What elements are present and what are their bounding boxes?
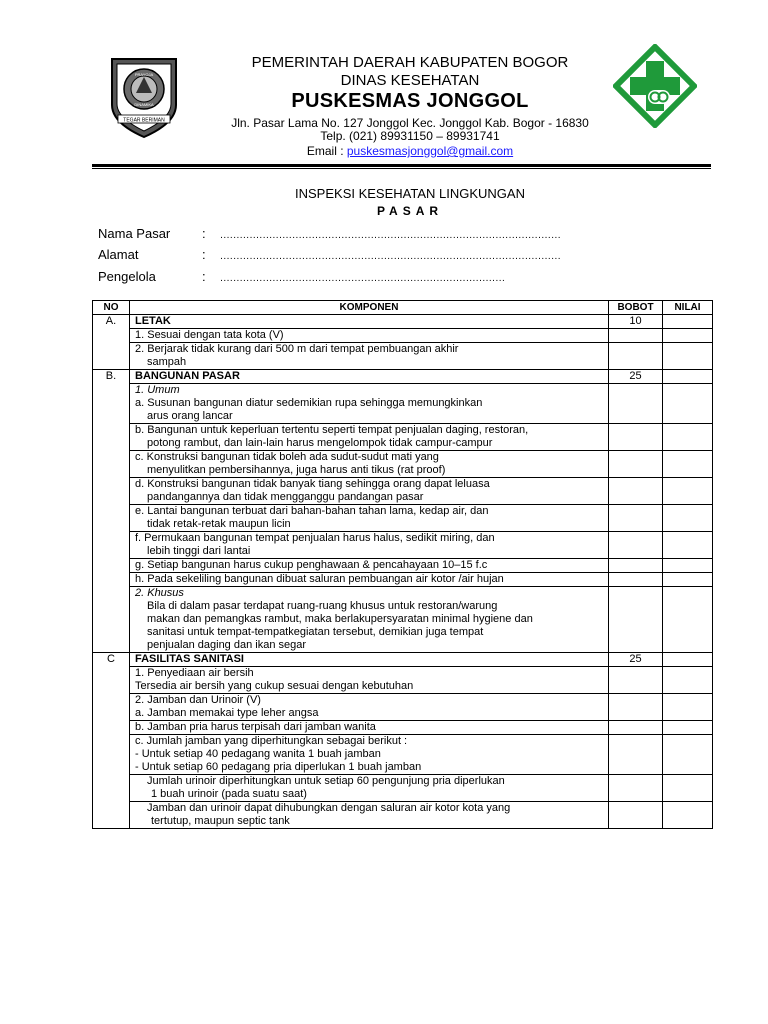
kabupaten-bogor-logo	[104, 53, 184, 139]
item-text: 1. Umum a. Susunan bangunan diatur sedemikian rupa sehingga memungkinkan arus orang lancar	[130, 384, 609, 424]
table-row	[93, 559, 713, 573]
item-text: 1. Sesuai dengan tata kota (V)	[130, 329, 609, 343]
item-text: f. Permukaan bangunan tempat penjualan harus halus, sedikit miring, dan lebih tinggi dari lantai	[130, 532, 609, 559]
logo-motto: TEGAR BERIMAN	[123, 117, 165, 124]
header-bobot: BOBOT	[609, 301, 663, 315]
nilai-cell[interactable]	[663, 694, 713, 721]
header-no: NO	[93, 301, 130, 315]
table-row	[93, 587, 713, 653]
section-row-a	[93, 315, 713, 329]
item-text: c. Jumlah jamban yang diperhitungkan sebagai berikut : - Untuk setiap 40 pedagang wanita 1 buah jamban - Untuk setiap 60 pedagang pria diperlukan 1 buah jamban	[130, 735, 609, 775]
section-title: BANGUNAN PASAR	[130, 370, 609, 384]
inspection-table	[92, 300, 713, 829]
bobot-cell[interactable]	[609, 667, 663, 694]
bobot-cell[interactable]	[609, 559, 663, 573]
nilai-cell[interactable]	[663, 424, 713, 451]
section-no: A.	[93, 315, 130, 370]
table-row	[93, 343, 713, 370]
item-text: e. Lantai bangunan terbuat dari bahan-bahan tahan lama, kedap air, dan tidak retak-retak maupun licin	[130, 505, 609, 532]
table-row	[93, 478, 713, 505]
table-row	[93, 721, 713, 735]
nilai-cell[interactable]	[663, 667, 713, 694]
section-bobot: 10	[609, 315, 663, 329]
nilai-cell[interactable]	[663, 370, 713, 384]
table-row	[93, 424, 713, 451]
field-fill-line[interactable]: .......................................................................................	[220, 273, 506, 284]
section-no: B.	[93, 370, 130, 653]
section-title: LETAK	[130, 315, 609, 329]
item-text: g. Setiap bangunan harus cukup penghawaan & pencahayaan 10–15 f.c	[130, 559, 609, 573]
table-row	[93, 451, 713, 478]
header-komponen: KOMPONEN	[130, 301, 609, 315]
nilai-cell[interactable]	[663, 532, 713, 559]
item-text: b. Bangunan untuk keperluan tertentu seperti tempat penjualan daging, restoran, potong rambut, dan lain-lain harus mengelompok tidak campur-campur	[130, 424, 609, 451]
field-label: Alamat	[98, 247, 139, 262]
header-email	[190, 144, 630, 158]
header-nilai: NILAI	[663, 301, 713, 315]
field-alamat	[98, 247, 561, 262]
section-bobot: 25	[609, 653, 663, 667]
item-text: 2. Jamban dan Urinoir (V) a. Jamban memakai type leher angsa	[130, 694, 609, 721]
nilai-cell[interactable]	[663, 384, 713, 424]
table-header-row	[93, 301, 713, 315]
field-fill-line[interactable]: ........................................................................................................	[220, 251, 562, 262]
item-text: b. Jamban pria harus terpisah dari jamban wanita	[130, 721, 609, 735]
item-text: c. Konstruksi bangunan tidak boleh ada sudut-sudut mati yang menyulitkan pembersihannya, juga harus anti tikus (rat proof)	[130, 451, 609, 478]
form-subtitle: PASAR	[376, 204, 444, 218]
table-row	[93, 384, 713, 424]
nilai-cell[interactable]	[663, 653, 713, 667]
item-text: d. Konstruksi bangunan tidak banyak tiang sehingga orang dapat leluasa pandangannya dan tidak mengganggu pandangan pasar	[130, 478, 609, 505]
nilai-cell[interactable]	[663, 735, 713, 775]
logo-text-top: PRAYOJA	[134, 72, 154, 77]
table-row	[93, 329, 713, 343]
form-title: INSPEKSI KESEHATAN LINGKUNGAN	[295, 186, 525, 201]
nilai-cell[interactable]	[663, 573, 713, 587]
field-colon: :	[202, 226, 206, 241]
bobot-cell[interactable]	[609, 451, 663, 478]
bobot-cell[interactable]	[609, 573, 663, 587]
nilai-cell[interactable]	[663, 802, 713, 829]
item-text: 2. Berjarak tidak kurang dari 500 m dari tempat pembuangan akhir sampah	[130, 343, 609, 370]
section-row-c	[93, 653, 713, 667]
field-colon: :	[202, 269, 206, 284]
section-bobot: 25	[609, 370, 663, 384]
table-row	[93, 505, 713, 532]
field-pengelola	[98, 269, 505, 284]
bobot-cell[interactable]	[609, 478, 663, 505]
nilai-cell[interactable]	[663, 478, 713, 505]
header-department: DINAS KESEHATAN	[340, 72, 480, 89]
bobot-cell[interactable]	[609, 721, 663, 735]
email-label: Email :	[306, 144, 347, 158]
field-label: Nama Pasar	[98, 226, 171, 241]
bobot-cell[interactable]	[609, 505, 663, 532]
header-rule-thin	[92, 168, 711, 169]
bobot-cell[interactable]	[609, 735, 663, 775]
item-text: 2. Khusus Bila di dalam pasar terdapat ruang-ruang khusus untuk restoran/warung makan dan pemangkas rambut, maka berlakupersyaratan minimal hygiene dan sanitasi untuk tempat-tempatkegiatan tersebut, demikian juga tempat penjualan daging dan ikan segar	[130, 587, 609, 653]
logo-text-middle: DINAMIKA	[134, 102, 154, 107]
bobot-cell[interactable]	[609, 802, 663, 829]
table-row	[93, 667, 713, 694]
nilai-cell[interactable]	[663, 315, 713, 329]
bobot-cell[interactable]	[609, 587, 663, 653]
section-row-b	[93, 370, 713, 384]
table-row	[93, 735, 713, 775]
nilai-cell[interactable]	[663, 775, 713, 802]
email-link[interactable]: puskesmasjonggol@gmail.com	[346, 144, 514, 158]
bobot-cell[interactable]	[609, 775, 663, 802]
header-address: Jln. Pasar Lama No. 127 Jonggol Kec. Jonggol Kab. Bogor - 16830	[231, 116, 589, 130]
field-fill-line[interactable]: ........................................................................................................	[220, 230, 562, 241]
nilai-cell[interactable]	[663, 329, 713, 343]
table-row	[93, 573, 713, 587]
table-row	[93, 775, 713, 802]
bobot-cell[interactable]	[609, 384, 663, 424]
section-no: C	[93, 653, 130, 829]
header-phone: Telp. (021) 89931150 – 89931741	[320, 129, 500, 143]
nilai-cell[interactable]	[663, 721, 713, 735]
bobot-cell[interactable]	[609, 329, 663, 343]
field-nama-pasar	[98, 226, 561, 241]
nilai-cell[interactable]	[663, 343, 713, 370]
bobot-cell[interactable]	[609, 694, 663, 721]
table-row	[93, 802, 713, 829]
nilai-cell[interactable]	[663, 451, 713, 478]
item-text: h. Pada sekeliling bangunan dibuat saluran pembuangan air kotor /air hujan	[130, 573, 609, 587]
header-rule-thick	[92, 164, 711, 167]
item-text: 1. Penyediaan air bersih Tersedia air bersih yang cukup sesuai dengan kebutuhan	[130, 667, 609, 694]
item-text: Jamban dan urinoir dapat dihubungkan dengan saluran air kotor kota yang tertutup, maupun septic tank	[130, 802, 609, 829]
bobot-cell[interactable]	[609, 424, 663, 451]
bobot-cell[interactable]	[609, 532, 663, 559]
nilai-cell[interactable]	[663, 505, 713, 532]
section-title: FASILITAS SANITASI	[130, 653, 609, 667]
nilai-cell[interactable]	[663, 587, 713, 653]
field-label: Pengelola	[98, 269, 156, 284]
header-puskesmas: PUSKESMAS JONGGOL	[291, 90, 529, 112]
item-text: Jumlah urinoir diperhitungkan untuk setiap 60 pengunjung pria diperlukan 1 buah urinoir (pada suatu saat)	[130, 775, 609, 802]
table-row	[93, 694, 713, 721]
nilai-cell[interactable]	[663, 559, 713, 573]
field-colon: :	[202, 247, 206, 262]
header-government: PEMERINTAH DAERAH KABUPATEN BOGOR	[251, 54, 569, 71]
bobot-cell[interactable]	[609, 343, 663, 370]
table-row	[93, 532, 713, 559]
